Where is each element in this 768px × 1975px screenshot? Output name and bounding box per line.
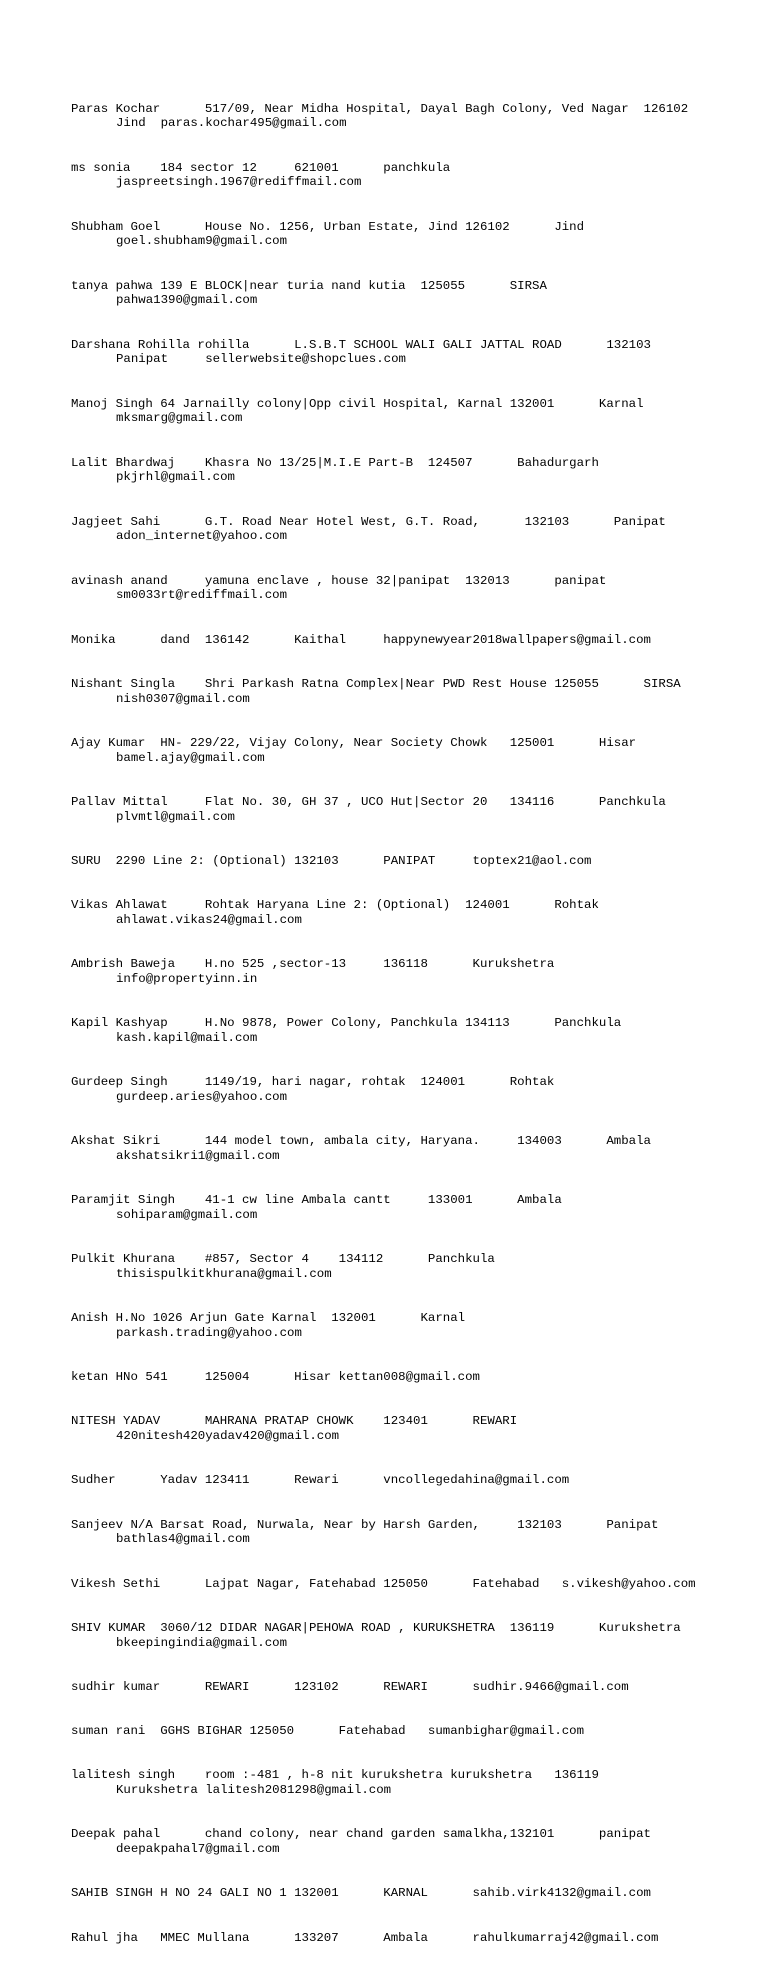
record: [71, 795, 751, 825]
record-line: SHIV KUMAR 3060/12 DIDAR NAGAR|PEHOWA ROAD , KURUKSHETRA 136119 Kurukshetra: [71, 1620, 681, 1635]
record: [71, 1134, 751, 1164]
record-continuation: adon_internet@yahoo.com: [116, 529, 288, 544]
record: [71, 1827, 751, 1857]
record-line: Sudher Yadav 123411 Rewari vncollegedahina@gmail.com: [71, 1473, 570, 1488]
record-line: Deepak pahal chand colony, near chand garden samalkha,132101 panipat: [71, 1827, 651, 1842]
record-line: Ajay Kumar HN- 229/22, Vijay Colony, Near Society Chowk 125001 Hisar: [71, 735, 637, 750]
record-continuation: thisispulkitkhurana@gmail.com: [116, 1266, 332, 1281]
record-continuation: pkjrhl@gmail.com: [116, 470, 235, 485]
record-line: Lalit Bhardwaj Khasra No 13/25|M.I.E Part-B 124507 Bahadurgarh: [71, 455, 599, 470]
record-line: Gurdeep Singh 1149/19, hari nagar, rohtak 124001 Rohtak: [71, 1075, 555, 1089]
record: [71, 633, 751, 648]
record: [71, 1724, 751, 1739]
record: [71, 397, 751, 427]
record-continuation: deepakpahal7@gmail.com: [116, 1842, 280, 1856]
record-line: Anish H.No 1026 Arjun Gate Karnal 132001 Karnal: [71, 1311, 466, 1325]
record: [71, 898, 751, 928]
record-line: sudhir kumar REWARI 123102 REWARI sudhir.9466@gmail.com: [71, 1679, 629, 1694]
record: [71, 161, 751, 191]
record-continuation: parkash.trading@yahoo.com: [116, 1325, 302, 1340]
record-line: Rahul jha MMEC Mullana 133207 Ambala rahulkumarraj42@gmail.com: [71, 1930, 659, 1945]
record-continuation: Jind paras.kochar495@gmail.com: [116, 116, 347, 131]
record-continuation: kash.kapil@mail.com: [116, 1030, 258, 1045]
record: [71, 1016, 751, 1046]
record-line: Vikas Ahlawat Rohtak Haryana Line 2: (Optional) 124001 Rohtak: [71, 898, 599, 912]
record: [71, 456, 751, 486]
record-line: Kapil Kashyap H.No 9878, Power Colony, Panchkula 134113 Panchkula: [71, 1016, 622, 1030]
record-line: Nishant Singla Shri Parkash Ratna Complex|Near PWD Rest House 125055 SIRSA: [71, 676, 681, 691]
record-line: lalitesh singh room :-481 , h-8 nit kurukshetra kurukshetra 136119: [71, 1768, 599, 1783]
record: [71, 574, 751, 604]
record: [71, 1252, 751, 1282]
record: [71, 1414, 751, 1444]
record-continuation: Panipat sellerwebsite@shopclues.com: [116, 352, 406, 367]
record-line: suman rani GGHS BIGHAR 125050 Fatehabad sumanbighar@gmail.com: [71, 1724, 585, 1738]
record-line: SAHIB SINGH H NO 24 GALI NO 1 132001 KARNAL sahib.virk4132@gmail.com: [71, 1886, 651, 1901]
address-records: [71, 72, 751, 1975]
record-continuation: ahlawat.vikas24@gmail.com: [116, 912, 302, 927]
record: [71, 1768, 751, 1798]
record-line: ketan HNo 541 125004 Hisar kettan008@gmail.com: [71, 1370, 480, 1384]
record-continuation: 420nitesh420yadav420@gmail.com: [116, 1429, 340, 1443]
record-line: Ambrish Baweja H.no 525 ,sector-13 136118 Kurukshetra: [71, 957, 555, 971]
record-line: Pulkit Khurana #857, Sector 4 134112 Panchkula: [71, 1252, 495, 1266]
record-line: Paras Kochar 517/09, Near Midha Hospital, Dayal Bagh Colony, Ved Nagar 126102: [71, 101, 689, 116]
record-continuation: info@propertyinn.in: [116, 971, 258, 986]
record-continuation: akshatsikri1@gmail.com: [116, 1148, 280, 1163]
record-line: SURU 2290 Line 2: (Optional) 132103 PANIPAT toptex21@aol.com: [71, 853, 592, 868]
record-line: Manoj Singh 64 Jarnailly colony|Opp civil Hospital, Karnal 132001 Karnal: [71, 396, 644, 411]
record-line: Paramjit Singh 41-1 cw line Ambala cantt 133001 Ambala: [71, 1193, 562, 1207]
record: [71, 1886, 751, 1901]
record: [71, 736, 751, 766]
record-line: Monika dand 136142 Kaithal happynewyear2018wallpapers@gmail.com: [71, 632, 651, 647]
record-continuation: gurdeep.aries@yahoo.com: [116, 1089, 288, 1104]
record-line: Pallav Mittal Flat No. 30, GH 37 , UCO Hut|Sector 20 134116 Panchkula: [71, 794, 666, 809]
record: [71, 279, 751, 309]
record-continuation: bkeepingindia@gmail.com: [116, 1635, 288, 1650]
record: [71, 102, 751, 132]
record-continuation: sohiparam@gmail.com: [116, 1207, 258, 1222]
record: [71, 854, 751, 869]
record: [71, 1370, 751, 1385]
record-line: Akshat Sikri 144 model town, ambala city, Haryana. 134003 Ambala: [71, 1134, 651, 1148]
record: [71, 677, 751, 707]
record-line: NITESH YADAV MAHRANA PRATAP CHOWK 123401 REWARI: [71, 1414, 518, 1429]
record-continuation: bathlas4@gmail.com: [116, 1532, 250, 1547]
record-continuation: mksmarg@gmail.com: [116, 411, 243, 426]
record: [71, 1193, 751, 1223]
record: [71, 1518, 751, 1548]
record-line: Shubham Goel House No. 1256, Urban Estate, Jind 126102 Jind: [71, 219, 585, 234]
record-continuation: jaspreetsingh.1967@rediffmail.com: [116, 175, 362, 190]
record: [71, 338, 751, 368]
record: [71, 1931, 751, 1946]
record: [71, 1621, 751, 1651]
record: [71, 515, 751, 545]
record-line: tanya pahwa 139 E BLOCK|near turia nand kutia 125055 SIRSA: [71, 278, 547, 293]
record-line: ms sonia 184 sector 12 621001 panchkula: [71, 160, 451, 175]
record-continuation: nish0307@gmail.com: [116, 691, 250, 706]
record-line: avinash anand yamuna enclave , house 32|panipat 132013 panipat: [71, 573, 607, 588]
record: [71, 1311, 751, 1341]
record-continuation: goel.shubham9@gmail.com: [116, 234, 288, 249]
record: [71, 957, 751, 987]
record: [71, 1473, 751, 1488]
record-line: Darshana Rohilla rohilla L.S.B.T SCHOOL WALI GALI JATTAL ROAD 132103: [71, 337, 651, 352]
record-continuation: plvmtl@gmail.com: [116, 809, 235, 824]
record-continuation: pahwa1390@gmail.com: [116, 293, 258, 308]
record-continuation: sm0033rt@rediffmail.com: [116, 588, 288, 603]
record: [71, 1680, 751, 1695]
record-continuation: bamel.ajay@gmail.com: [116, 750, 265, 765]
record: [71, 220, 751, 250]
record-line: Sanjeev N/A Barsat Road, Nurwala, Near by Harsh Garden, 132103 Panipat: [71, 1517, 659, 1532]
record-line: Jagjeet Sahi G.T. Road Near Hotel West, G.T. Road, 132103 Panipat: [71, 514, 666, 529]
record: [71, 1577, 751, 1592]
record: [71, 1075, 751, 1105]
record-line: Vikesh Sethi Lajpat Nagar, Fatehabad 125050 Fatehabad s.vikesh@yahoo.com: [71, 1576, 696, 1591]
record-continuation: Kurukshetra lalitesh2081298@gmail.com: [116, 1783, 392, 1797]
